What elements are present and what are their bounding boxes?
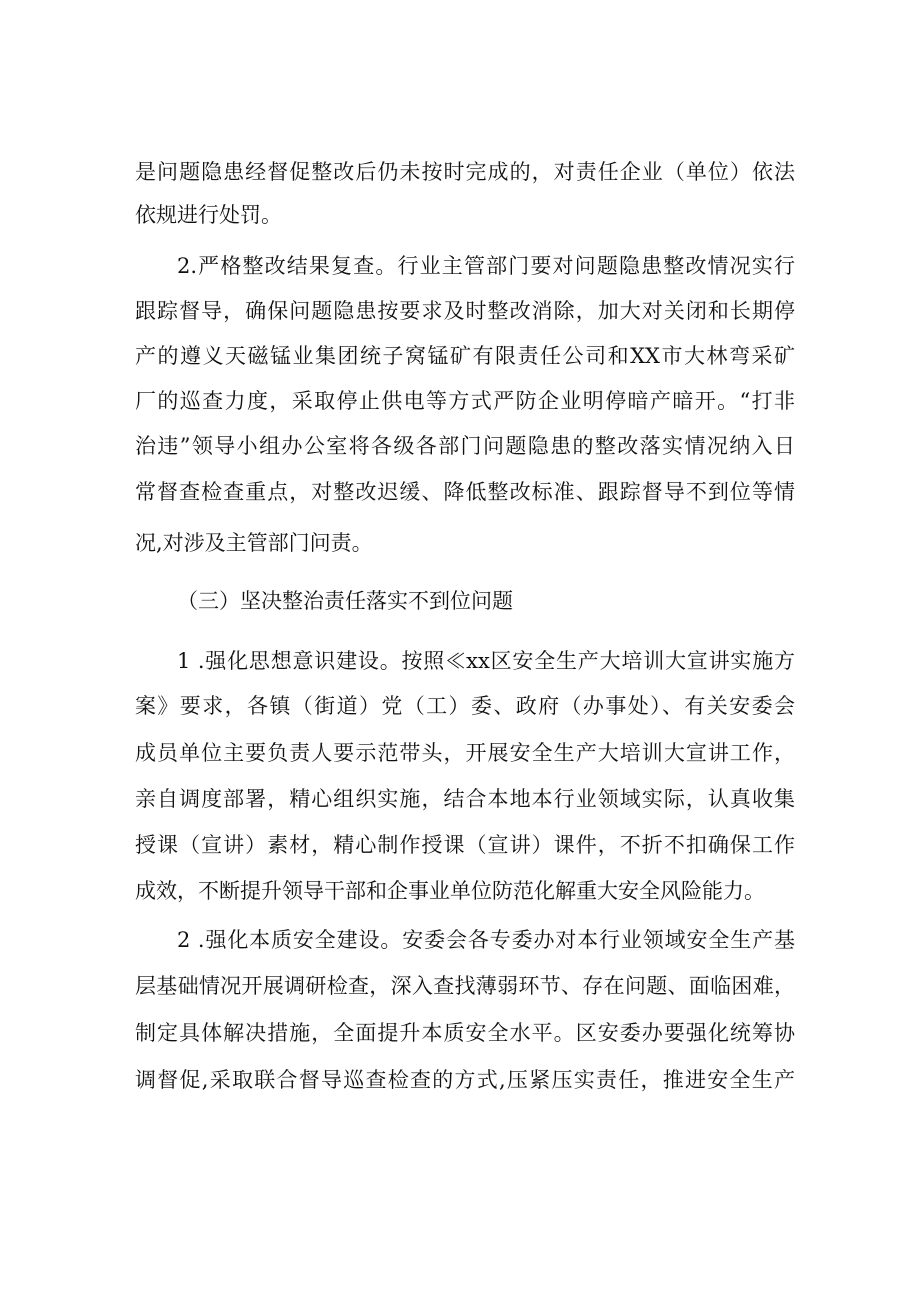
paragraph-line: 跟踪督导，确保问题隐患按要求及时整改消除，加大对关闭和长期停 [135,299,795,323]
paragraph-line: 2 .强化本质安全建设。安委会各专委办对本行业领域安全生产基 [177,928,795,952]
paragraph-line: 成效，不断提升领导干部和企事业单位防范化解重大安全风险能力。 [135,879,765,903]
paragraph-line: 治违”领导小组办公室将各级各部门问题隐患的整改落实情况纳入日 [135,434,795,458]
paragraph-line: 授课（宣讲）素材，精心制作授课（宣讲）课件，不折不扣确保工作 [135,833,795,857]
paragraph-line: 制定具体解决措施，全面提升本质安全水平。区安委办要强化统筹协 [135,1021,795,1045]
section-heading: （三）坚决整治责任落实不到位问题 [177,589,513,613]
paragraph-line: 调督促,采取联合督导巡查检查的方式,压紧压实责任，推进安全生产 [135,1068,795,1092]
paragraph-line: 况,对涉及主管部门问责。 [135,531,373,555]
paragraph-line: 亲自调度部署，精心组织实施，结合本地本行业领域实际，认真收集 [135,787,795,811]
paragraph-line: 2.严格整改结果复查。行业主管部门要对问题隐患整改情况实行 [177,254,795,278]
paragraph-line: 案》要求，各镇（街道）党（工）委、政府（办事处）、有关安委会 [135,694,795,718]
paragraph-line: 层基础情况开展调研检查，深入查找薄弱环节、存在问题、面临困难， [135,974,795,998]
paragraph-line: 成员单位主要负责人要示范带头，开展安全生产大培训大宣讲工作， [135,741,795,765]
paragraph-line: 常督查检查重点，对整改迟缓、降低整改标准、跟踪督导不到位等情 [135,480,795,504]
paragraph-line: 依规进行处罚。 [135,203,282,227]
paragraph-line: 是问题隐患经督促整改后仍未按时完成的，对责任企业（单位）依法 [135,160,795,184]
paragraph-line: 厂的巡查力度，采取停止供电等方式严防企业明停暗产暗开。“打非 [135,389,795,413]
paragraph-line: 产的遵义天磁锰业集团统子窝锰矿有限责任公司和XX市大林弯采矿 [135,344,795,368]
paragraph-line: 1 .强化思想意识建设。按照≪xx区安全生产大培训大宣讲实施方 [177,649,795,673]
